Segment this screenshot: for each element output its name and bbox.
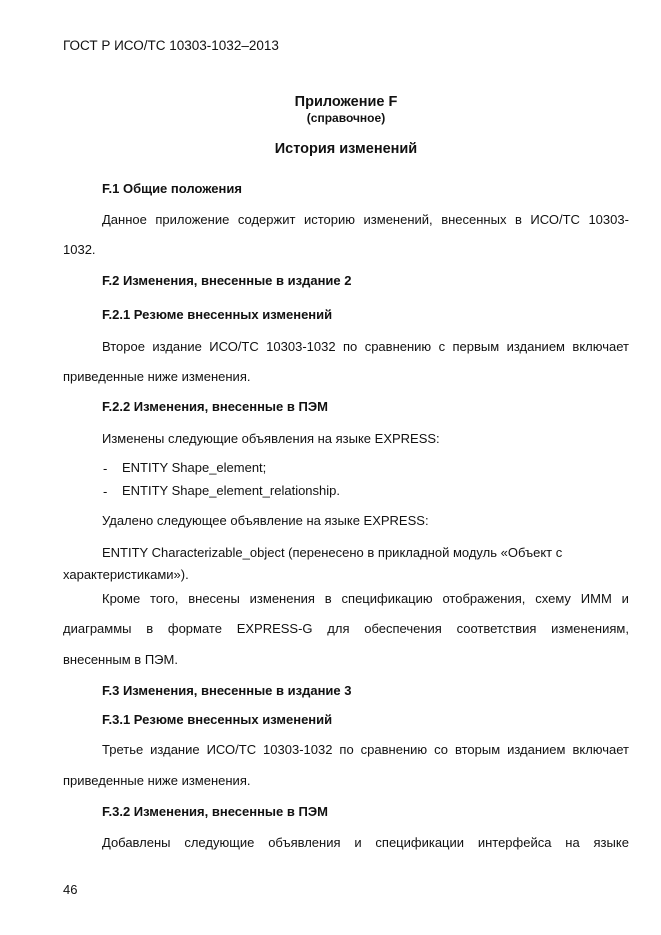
word: в	[324, 591, 332, 606]
section-heading-f2: F.2 Изменения, внесенные в издание 2	[102, 273, 352, 288]
appendix-title: Приложение F	[294, 94, 398, 110]
section-heading-f22: F.2.2 Изменения, внесенные в ПЭМ	[102, 399, 328, 414]
paragraph-f1-line2: 1032.	[63, 242, 96, 257]
word: отображения,	[442, 591, 526, 606]
paragraph-f21-line2: приведенные ниже изменения.	[63, 369, 251, 384]
word: со	[434, 742, 448, 757]
word: внесены	[188, 591, 240, 606]
word: с	[438, 339, 446, 354]
word: обеспечения	[364, 621, 442, 636]
word: по	[343, 339, 358, 354]
word: приложение	[155, 212, 230, 227]
word: 10303-1032	[266, 339, 336, 354]
list-bullet-dash: -	[103, 461, 108, 476]
word: формате	[167, 621, 222, 636]
paragraph-f1-line1	[102, 212, 629, 228]
paragraph-f21-line1	[102, 339, 629, 355]
word: языке	[593, 835, 629, 850]
word: сравнению	[364, 339, 432, 354]
page-number: 46	[63, 882, 78, 897]
changed-declarations-intro: Изменены следующие объявления на языке EXPRESS:	[102, 431, 440, 446]
word: сравнению	[360, 742, 428, 757]
word: изменения	[249, 591, 315, 606]
section-heading-f32: F.3.2 Изменения, внесенные в ПЭМ	[102, 804, 328, 819]
list-item: ENTITY Shape_element;	[122, 460, 267, 475]
word: Второе	[102, 339, 145, 354]
word: схему	[535, 591, 571, 606]
removed-declaration-line1: ENTITY Characterizable_object (перенесено в прикладной модуль «Объект с	[102, 545, 563, 560]
word: соответствия	[456, 621, 537, 636]
word: внесенных	[441, 212, 507, 227]
paragraph-f22-more-line3: внесенным в ПЭМ.	[63, 652, 178, 667]
word: ИСО/ТС	[530, 212, 580, 227]
paragraph-f31-line1	[102, 742, 629, 758]
section-heading-f21: F.2.1 Резюме внесенных изменений	[102, 307, 333, 322]
word: диаграммы	[63, 621, 132, 636]
document-header: ГОСТ Р ИСО/ТС 10303-1032–2013	[63, 38, 279, 53]
word: Данное	[102, 212, 147, 227]
word: следующие	[184, 835, 255, 850]
appendix-heading: История изменений	[274, 141, 418, 157]
word: Третье	[102, 742, 144, 757]
removed-declaration-line2: характеристиками»).	[63, 567, 189, 582]
paragraph-f22-more-line1	[102, 591, 629, 607]
word: издание	[150, 742, 200, 757]
word: и	[354, 835, 362, 850]
paragraph-f22-more-line2	[63, 621, 629, 637]
word: 10303-	[588, 212, 629, 227]
paragraph-f31-line2: приведенные ниже изменения.	[63, 773, 251, 788]
word: Добавлены	[102, 835, 171, 850]
word: историю	[303, 212, 356, 227]
list-bullet-dash: -	[103, 484, 108, 499]
word: первым	[452, 339, 500, 354]
word: того,	[150, 591, 179, 606]
section-heading-f3: F.3 Изменения, внесенные в издание 3	[102, 683, 352, 698]
removed-declaration-intro: Удалено следующее объявление на языке EXPRESS:	[102, 513, 429, 528]
word: спецификацию	[341, 591, 433, 606]
word: интерфейса	[477, 835, 552, 850]
word: изменений,	[363, 212, 433, 227]
section-heading-f31: F.3.1 Резюме внесенных изменений	[102, 712, 333, 727]
word: издание	[152, 339, 202, 354]
word: объявления	[268, 835, 341, 850]
word: изменениям,	[551, 621, 629, 636]
word: на	[565, 835, 580, 850]
word: ИСО/ТС	[206, 742, 257, 757]
word: и	[621, 591, 629, 606]
word: вторым	[454, 742, 501, 757]
word: в	[514, 212, 522, 227]
word: включает	[572, 742, 629, 757]
word: 10303-1032	[263, 742, 333, 757]
word: изданием	[506, 339, 565, 354]
word: спецификации	[375, 835, 465, 850]
word: в	[146, 621, 154, 636]
appendix-subtitle: (справочное)	[306, 111, 386, 125]
section-heading-f1: F.1 Общие положения	[102, 181, 242, 196]
word: EXPRESS-G	[236, 621, 313, 636]
word: Кроме	[102, 591, 141, 606]
paragraph-f32-line1	[102, 835, 629, 851]
word: изданием	[507, 742, 566, 757]
word: включает	[572, 339, 629, 354]
list-item: ENTITY Shape_element_relationship.	[122, 483, 340, 498]
word: для	[327, 621, 350, 636]
word: содержит	[237, 212, 296, 227]
word: ИММ	[580, 591, 612, 606]
word: по	[339, 742, 354, 757]
word: ИСО/ТС	[209, 339, 259, 354]
